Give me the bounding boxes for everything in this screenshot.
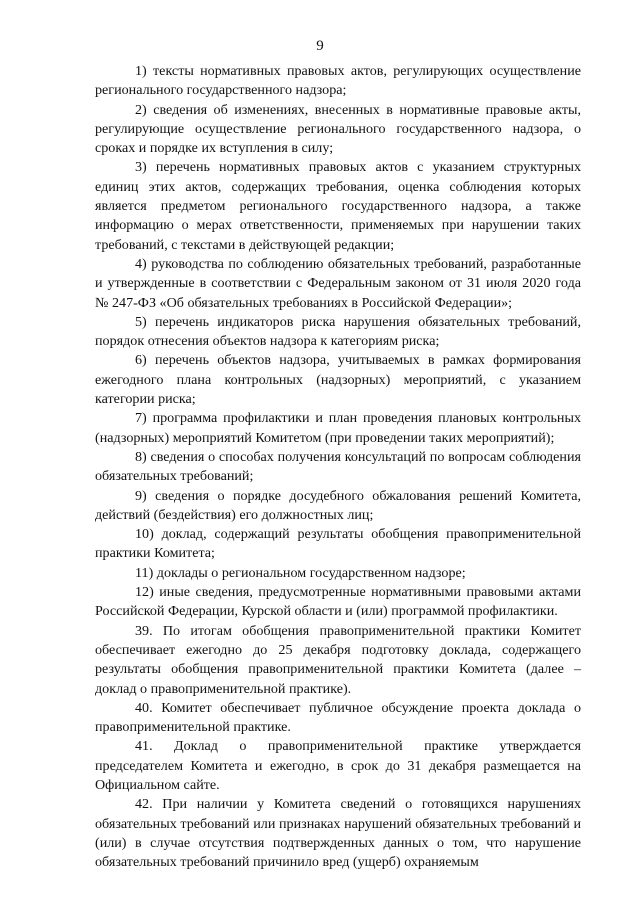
paragraph-item-10: 10) доклад, содержащий результаты обобщения правоприменительной практики Комитета;: [95, 526, 581, 562]
paragraph-clause-42: 42. При наличии у Комитета сведений о готовящихся нарушениях обязательных требований или признаках нарушений обязательных требований и (или) в случае отсутствия подтвержденных данных о том, что нарушение обязательных требований причинило вред (ущерб) охраняемым: [95, 796, 581, 871]
paragraph-clause-41: 41. Доклад о правоприменительной практике утверждается председателем Комитета и ежегодно, в срок до 31 декабря размещается на Официальном сайте.: [95, 738, 581, 793]
paragraph-item-1: 1) тексты нормативных правовых актов, регулирующих осуществление регионального государственного надзора;: [95, 63, 581, 99]
paragraph-clause-39: 39. По итогам обобщения правоприменительной практики Комитет обеспечивает ежегодно до 25 декабря подготовку доклада, содержащего результаты обобщения правоприменительной практики Комитета (далее – доклад о правоприменительной практике).: [95, 622, 581, 697]
paragraph-item-6: 6) перечень объектов надзора, учитываемых в рамках формирования ежегодного плана контрольных (надзорных) мероприятий, с указанием категории риска;: [95, 352, 581, 408]
paragraph-clause-40: 40. Комитет обеспечивает публичное обсуждение проекта доклада о правоприменительной практике.: [95, 699, 581, 736]
paragraph-item-9: 9) сведения о порядке досудебного обжалования решений Комитета, действий (бездействия) его должностных лиц;: [95, 487, 581, 523]
paragraph-item-11: 11) доклады о региональном государственном надзоре;: [135, 564, 466, 581]
paragraph-item-7: 7) программа профилактики и план проведения плановых контрольных (надзорных) мероприятий Комитетом (при проведении таких мероприятий);: [95, 410, 581, 446]
paragraph-item-4: 4) руководства по соблюдению обязательных требований, разработанные и утвержденные в соответствии с Федеральным законом от 31 июля 2020 года № 247-ФЗ «Об обязательных требованиях в Российской Федерации»;: [95, 255, 581, 311]
paragraph-item-2: 2) сведения об изменениях, внесенных в нормативные правовые акты, регулирующие осуществление регионального государственного надзора, о сроках и порядке их вступления в силу;: [95, 101, 581, 157]
page-number: 9: [316, 38, 324, 54]
document-body: [95, 62, 581, 872]
paragraph-item-8: 8) сведения о способах получения консультаций по вопросам соблюдения обязательных требований;: [95, 448, 581, 485]
paragraph-item-5: 5) перечень индикаторов риска нарушения обязательных требований, порядок отнесения объектов надзора к категориям риска;: [95, 313, 581, 350]
paragraph-item-3: 3) перечень нормативных правовых актов с указанием структурных единиц этих актов, содержащих требования, оценка соблюдения которых является предметом регионального государственного надзора, а также информацию о мерах ответственности, применяемых при нарушении таких требований, с текстами в действующей редакции;: [95, 159, 581, 253]
paragraph-item-12: 12) иные сведения, предусмотренные нормативными правовыми актами Российской Федерации, Курской области и (или) программой профилактики.: [95, 584, 581, 620]
